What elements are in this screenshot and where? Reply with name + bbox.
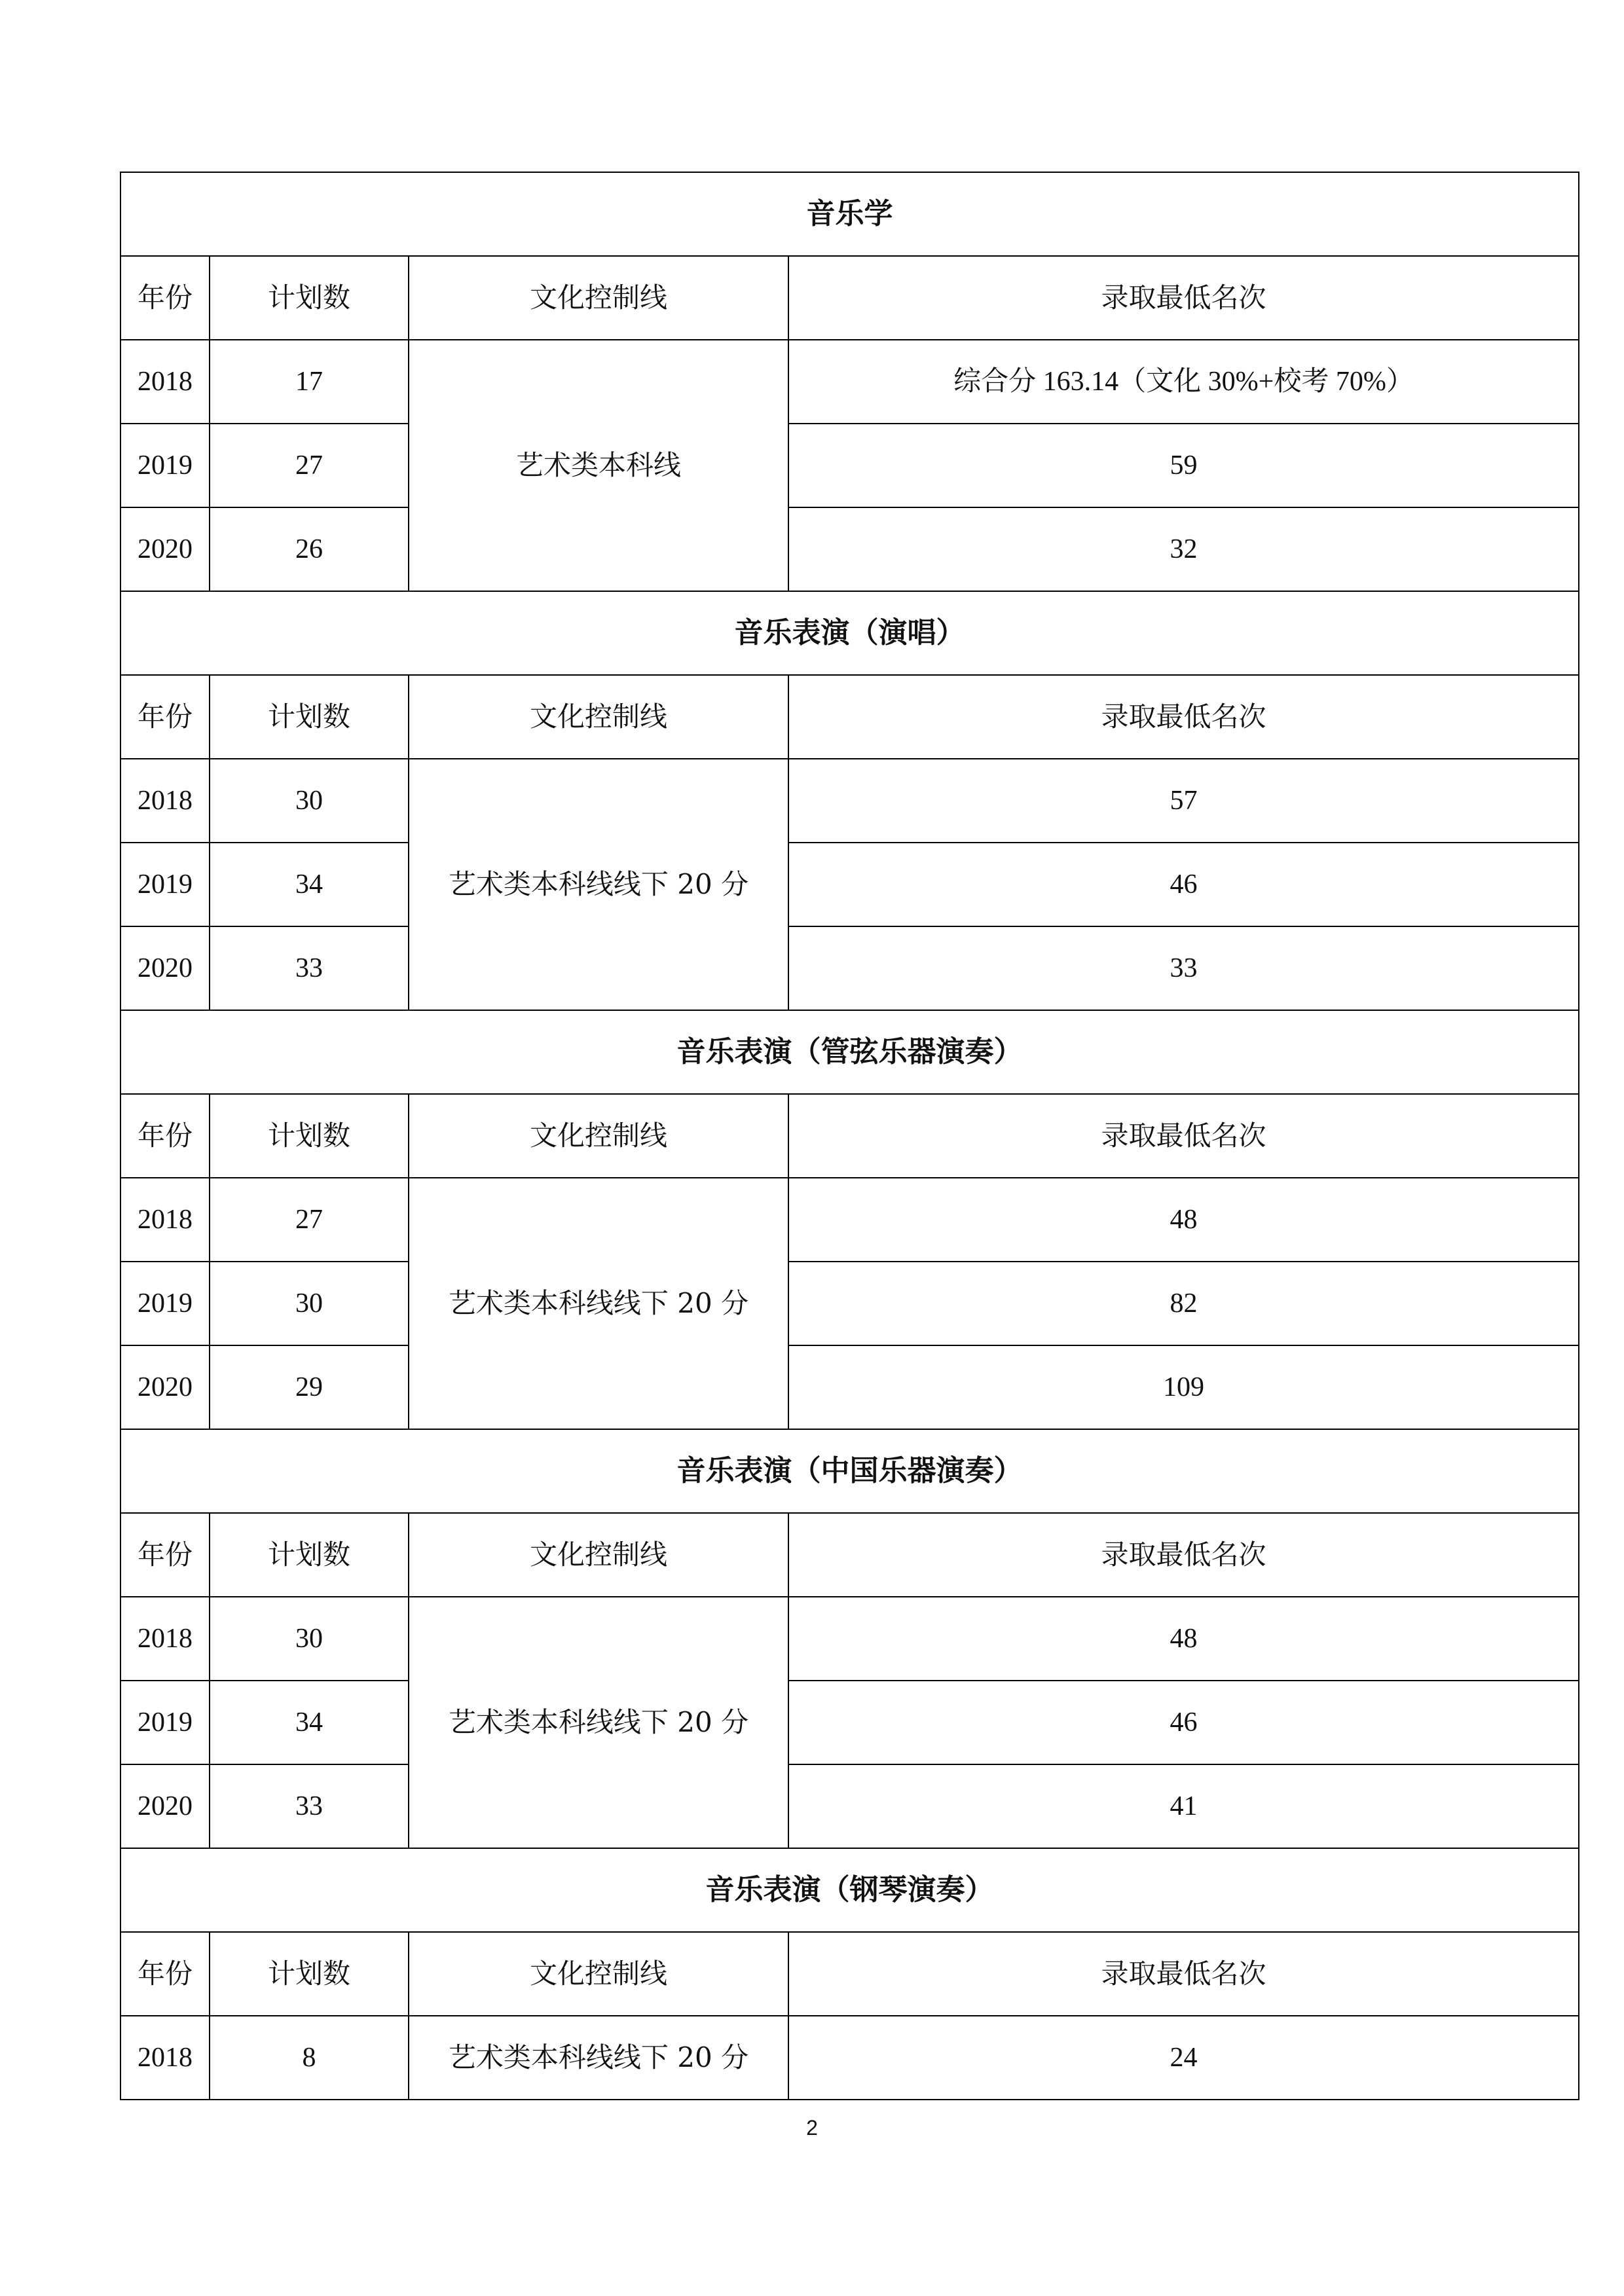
control-line-cell: 艺术类本科线线下 20 分	[409, 759, 788, 1010]
rank-cell: 82	[788, 1262, 1579, 1345]
plan-cell: 17	[210, 340, 409, 424]
section-title-row	[120, 1010, 1579, 1094]
table-row	[120, 340, 1579, 424]
header-control: 文化控制线	[409, 1513, 788, 1597]
table-row	[120, 1681, 1579, 1764]
header-plan: 计划数	[210, 675, 409, 759]
plan-cell: 8	[210, 2016, 409, 2100]
header-rank: 录取最低名次	[788, 675, 1579, 759]
year-cell: 2018	[120, 340, 210, 424]
plan-cell: 30	[210, 1597, 409, 1681]
admission-table	[120, 172, 1579, 2100]
header-rank: 录取最低名次	[788, 256, 1579, 340]
year-cell: 2020	[120, 1345, 210, 1429]
section-title: 音乐学	[120, 172, 1579, 256]
header-rank: 录取最低名次	[788, 1094, 1579, 1178]
year-cell: 2019	[120, 843, 210, 926]
rank-cell: 59	[788, 424, 1579, 507]
section-title-row	[120, 172, 1579, 256]
header-row	[120, 675, 1579, 759]
rank-cell: 41	[788, 1764, 1579, 1848]
section-title: 音乐表演（管弦乐器演奏）	[120, 1010, 1579, 1094]
header-year: 年份	[120, 1513, 210, 1597]
page-number: 2	[806, 2116, 818, 2140]
plan-cell: 30	[210, 1262, 409, 1345]
header-row	[120, 1932, 1579, 2016]
plan-cell: 27	[210, 1178, 409, 1262]
table-row	[120, 424, 1579, 507]
rank-cell: 46	[788, 1681, 1579, 1764]
header-row	[120, 1094, 1579, 1178]
section-title-row	[120, 1429, 1579, 1513]
header-plan: 计划数	[210, 1513, 409, 1597]
rank-cell: 46	[788, 843, 1579, 926]
table-row	[120, 507, 1579, 591]
table-row	[120, 759, 1579, 843]
year-cell: 2019	[120, 1681, 210, 1764]
plan-cell: 34	[210, 1681, 409, 1764]
year-cell: 2019	[120, 1262, 210, 1345]
header-plan: 计划数	[210, 1094, 409, 1178]
year-cell: 2020	[120, 926, 210, 1010]
header-year: 年份	[120, 256, 210, 340]
plan-cell: 26	[210, 507, 409, 591]
header-control: 文化控制线	[409, 1094, 788, 1178]
table-row	[120, 1178, 1579, 1262]
header-control: 文化控制线	[409, 256, 788, 340]
rank-cell: 48	[788, 1597, 1579, 1681]
year-cell: 2018	[120, 1597, 210, 1681]
year-cell: 2020	[120, 507, 210, 591]
year-cell: 2018	[120, 1178, 210, 1262]
rank-cell: 48	[788, 1178, 1579, 1262]
rank-cell: 24	[788, 2016, 1579, 2100]
admission-table-wrapper	[120, 172, 1578, 2100]
section-title: 音乐表演（中国乐器演奏）	[120, 1429, 1579, 1513]
header-control: 文化控制线	[409, 675, 788, 759]
plan-cell: 27	[210, 424, 409, 507]
year-cell: 2018	[120, 759, 210, 843]
header-year: 年份	[120, 1094, 210, 1178]
plan-cell: 34	[210, 843, 409, 926]
section-title: 音乐表演（钢琴演奏）	[120, 1848, 1579, 1932]
year-cell: 2018	[120, 2016, 210, 2100]
section-title: 音乐表演（演唱）	[120, 591, 1579, 675]
year-cell: 2020	[120, 1764, 210, 1848]
header-control: 文化控制线	[409, 1932, 788, 2016]
header-row	[120, 1513, 1579, 1597]
rank-cell: 109	[788, 1345, 1579, 1429]
header-rank: 录取最低名次	[788, 1513, 1579, 1597]
table-row	[120, 1262, 1579, 1345]
section-title-row	[120, 591, 1579, 675]
header-rank: 录取最低名次	[788, 1932, 1579, 2016]
plan-cell: 33	[210, 926, 409, 1010]
header-year: 年份	[120, 675, 210, 759]
table-row	[120, 843, 1579, 926]
table-row	[120, 1597, 1579, 1681]
table-row	[120, 2016, 1579, 2100]
plan-cell: 33	[210, 1764, 409, 1848]
table-row	[120, 926, 1579, 1010]
header-year: 年份	[120, 1932, 210, 2016]
plan-cell: 29	[210, 1345, 409, 1429]
rank-cell: 33	[788, 926, 1579, 1010]
rank-cell: 综合分 163.14（文化 30%+校考 70%）	[788, 340, 1579, 424]
rank-cell: 32	[788, 507, 1579, 591]
header-plan: 计划数	[210, 256, 409, 340]
header-row	[120, 256, 1579, 340]
control-line-cell: 艺术类本科线线下 20 分	[409, 2016, 788, 2100]
header-plan: 计划数	[210, 1932, 409, 2016]
control-line-cell: 艺术类本科线线下 20 分	[409, 1597, 788, 1848]
control-line-cell: 艺术类本科线	[409, 340, 788, 591]
table-row	[120, 1764, 1579, 1848]
plan-cell: 30	[210, 759, 409, 843]
rank-cell: 57	[788, 759, 1579, 843]
table-row	[120, 1345, 1579, 1429]
section-title-row	[120, 1848, 1579, 1932]
control-line-cell: 艺术类本科线线下 20 分	[409, 1178, 788, 1429]
year-cell: 2019	[120, 424, 210, 507]
